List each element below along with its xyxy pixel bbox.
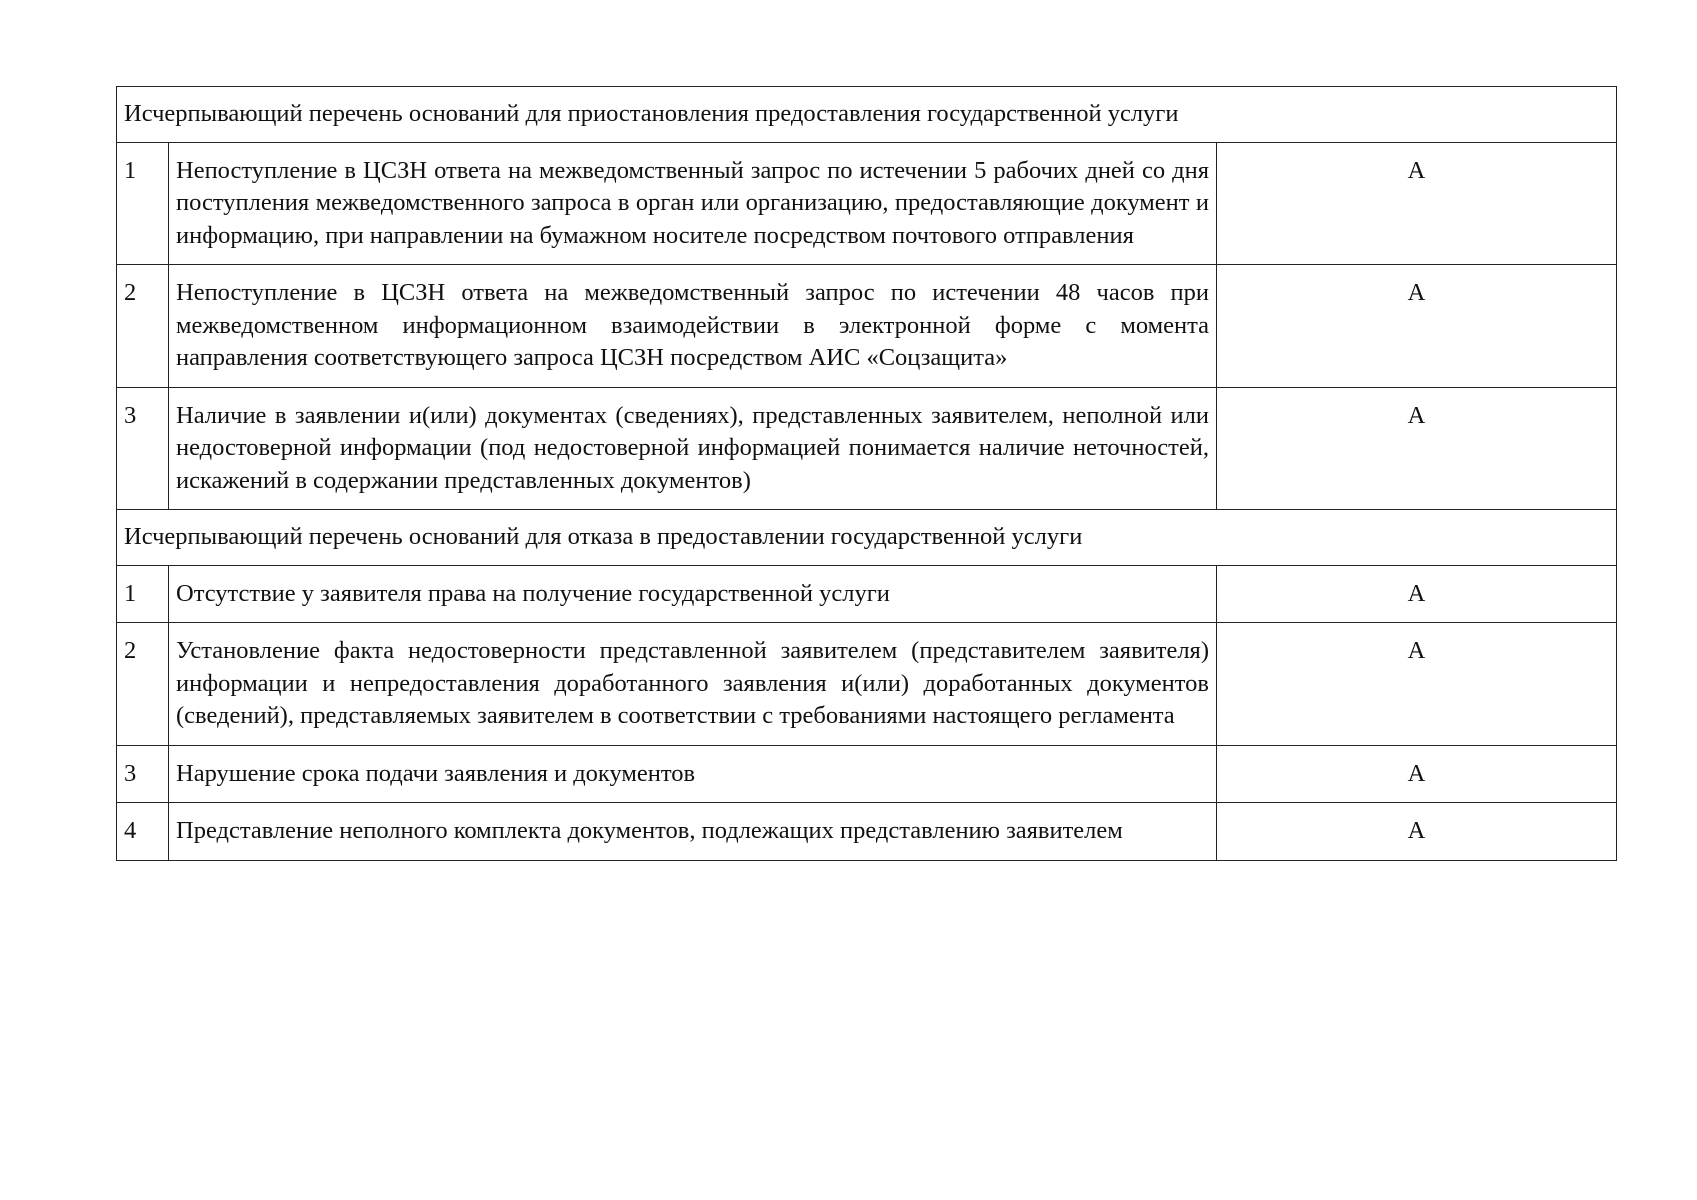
row-number: 3: [117, 387, 169, 510]
row-number: 4: [117, 803, 169, 861]
row-number: 1: [117, 142, 169, 265]
table-row: [117, 142, 1617, 265]
row-code: А: [1217, 623, 1617, 746]
table-row: [117, 745, 1617, 803]
row-text: Непоступление в ЦСЗН ответа на межведомственный запрос по истечении 48 часов при межведомственном информационном взаимодействии в электронной форме с момента направления соответствующего запроса ЦСЗН посредством АИС «Соцзащита»: [169, 265, 1217, 388]
row-text: Наличие в заявлении и(или) документах (сведениях), представленных заявителем, неполной или недостоверной информации (под недостоверной информацией понимается наличие неточностей, искажений в содержании представленных документов): [169, 387, 1217, 510]
row-code: А: [1217, 565, 1617, 623]
table-row: [117, 565, 1617, 623]
row-number: 1: [117, 565, 169, 623]
row-number: 2: [117, 623, 169, 746]
grounds-table: [116, 86, 1617, 861]
row-code: А: [1217, 803, 1617, 861]
table-row: [117, 623, 1617, 746]
table-row: [117, 803, 1617, 861]
row-code: А: [1217, 265, 1617, 388]
row-code: А: [1217, 142, 1617, 265]
section-heading-text: Исчерпывающий перечень оснований для отказа в предоставлении государственной услуги: [117, 510, 1617, 566]
row-text: Отсутствие у заявителя права на получение государственной услуги: [169, 565, 1217, 623]
section-heading-text: Исчерпывающий перечень оснований для приостановления предоставления государственной услуги: [117, 87, 1617, 143]
section-heading-suspension: [117, 87, 1617, 143]
row-text: Непоступление в ЦСЗН ответа на межведомственный запрос по истечении 5 рабочих дней со дня поступления межведомственного запроса в орган или организацию, предоставляющие документ и информацию, при направлении на бумажном носителе посредством почтового отправления: [169, 142, 1217, 265]
row-code: А: [1217, 387, 1617, 510]
table-row: [117, 265, 1617, 388]
row-number: 2: [117, 265, 169, 388]
row-code: А: [1217, 745, 1617, 803]
row-number: 3: [117, 745, 169, 803]
section-heading-refusal: [117, 510, 1617, 566]
row-text: Представление неполного комплекта документов, подлежащих представлению заявителем: [169, 803, 1217, 861]
row-text: Установление факта недостоверности представленной заявителем (представителем заявителя) информации и непредоставления доработанного заявления и(или) доработанных документов (сведений), представляемых заявителем в соответствии с требованиями настоящего регламента: [169, 623, 1217, 746]
table-row: [117, 387, 1617, 510]
row-text: Нарушение срока подачи заявления и документов: [169, 745, 1217, 803]
